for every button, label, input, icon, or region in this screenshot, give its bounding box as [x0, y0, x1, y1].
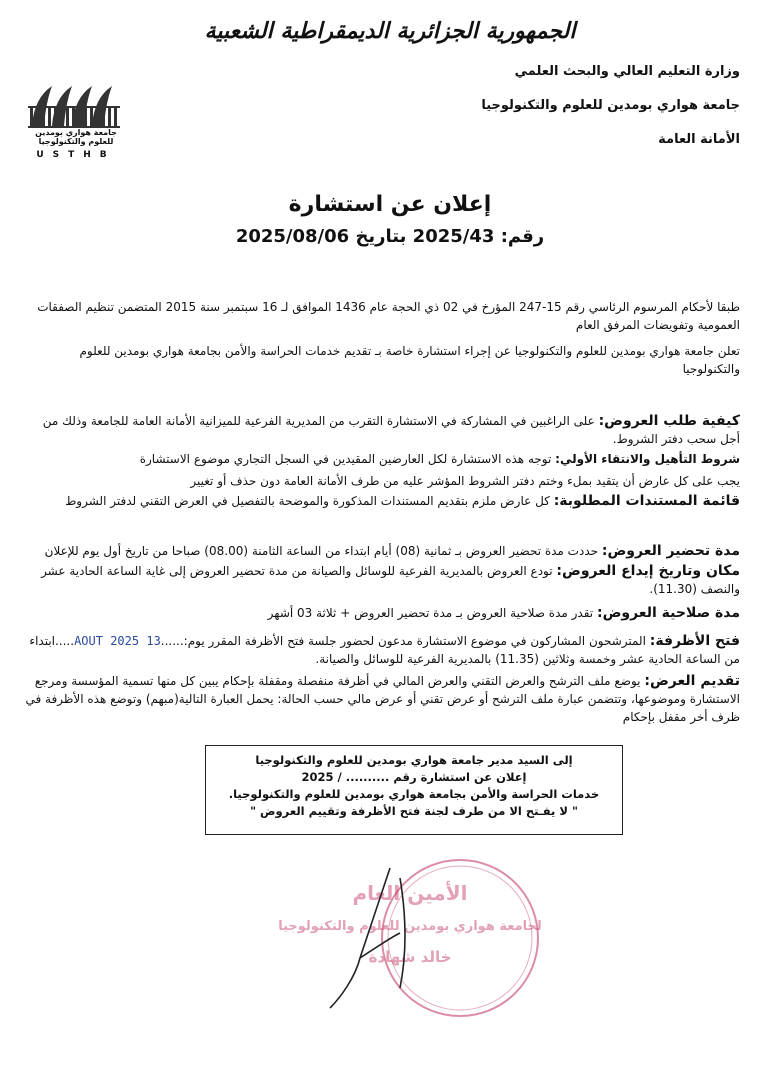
intro-paragraph-decree: طبقا لأحكام المرسوم الرئاسي رقم 15-247 المؤرخ في 02 ذي الحجة عام 1436 الموافق لـ 16 سبتمبر سنة 2015 المتضمن تنظيم الصفقات العمومية وتفويضات المرفق العام: [37, 300, 740, 332]
section-eligibility: [20, 450, 740, 468]
page-title: إعلان عن استشارة: [288, 192, 492, 217]
secretariat-name: الأمانة العامة: [658, 132, 740, 147]
university-name: جامعة هواري بومدين للعلوم والتكنولوجيا: [481, 98, 740, 113]
logo-latin-text: USTHB: [36, 150, 116, 160]
section-text: على الراغبين في المشاركة في الاستشارة التقرب من المديرية الفرعية للميزانية الأمانة العامة للجامعة وذلك من أجل سحب دفتر الشروط.: [42, 414, 740, 446]
section-text: يوضع ملف الترشح والعرض التقني والعرض المالي في أظرفة منفصلة ومقفلة بإحكام يبين كل منها تسمية المؤسسة ومرجع الاستشارة وموضوعها، وتتضمن عبارة ملف الترشح أو عرض تقني أو عرض مالي حسب الحالة: يحمل العبارة التالية(مبهم) وتوضع هذه الأظرفة في ظرف أخر مقفل بإحكام: [25, 674, 740, 724]
section-label: مكان وتاريخ إيداع العروض:: [556, 563, 740, 579]
section-label: فتح الأظرفة:: [649, 633, 740, 649]
opening-date-stamp: 13 AOUT 2025: [74, 634, 161, 648]
eligibility-note: يجب على كل عارض أن يتقيد بملء وختم دفتر الشروط المؤشر عليه من طرف الأمانة العامة دون حذف أو تغيير: [190, 474, 740, 488]
section-validity: [20, 604, 740, 622]
section-text: المترشحون المشاركون في موضوع الاستشارة مدعون لحضور جلسة فتح الأظرفة المقرر يوم:......: [160, 634, 646, 648]
section-label: كيفية طلب العروض:: [598, 413, 740, 429]
reference-value: 2025/43 بتاريخ 2025/08/06: [235, 226, 495, 247]
section-envelope-opening: [20, 632, 740, 668]
section-text: تودع العروض بالمديرية الفرعية للوسائل والصيانة من مدة تحضير العروض إلى غاية الساعة الحادية عشر والنصف (11.30).: [41, 564, 740, 596]
republic-heading: الجمهورية الجزائرية الديمقراطية الشعبية: [204, 18, 576, 44]
stamp-line-3: خالد شهادة: [368, 948, 452, 966]
envelope-line-subject: خدمات الحراسة والأمن بجامعة هواري بومدين للعلوم والتكنولوجيا.: [228, 787, 600, 801]
envelope-line-recipient: إلى السيد مدير جامعة هواري بومدين للعلوم والتكنولوجيا: [255, 753, 573, 767]
section-label: مدة صلاحية العروض:: [596, 605, 740, 621]
ministry-name: وزارة التعليم العالي والبحث العلمي: [514, 64, 740, 79]
section-preparation-period: [20, 542, 740, 560]
section-required-documents: [20, 492, 740, 510]
section-how-to-request: [20, 412, 740, 448]
intro-paragraph-announcement: تعلن جامعة هواري بومدين للعلوم والتكنولوجيا عن إجراء استشارة خاصة بـ تقديم خدمات الحراسة والأمن بجامعة هواري بومدين للعلوم والتكنولوجيا: [79, 344, 740, 376]
official-stamp-signature: [240, 838, 570, 1038]
section-text: توجه هذه الاستشارة لكل العارضين المقيدين في السجل التجاري موضوع الاستشارة: [139, 452, 552, 466]
envelope-line-reference: إعلان عن استشارة رقم .......... / 2025: [301, 770, 527, 784]
envelope-line-warning: " لا يفـتح الا من طرف لجنة فتح الأظرفة وتقييم العروض ": [250, 804, 578, 818]
reference-label: رقم:: [500, 226, 545, 247]
section-label: قائمة المستندات المطلوبة:: [553, 493, 740, 509]
section-text: كل عارض ملزم بتقديم المستندات المذكورة والموضحة بالتفصيل في العرض التقني لدفتر الشروط: [65, 494, 550, 508]
logo-arabic-text: جامعة هواري بومدين للعلوم والتكنولوجيا: [35, 128, 117, 147]
section-submission: [20, 672, 740, 726]
section-label: مدة تحضير العروض:: [601, 543, 740, 559]
section-text-continued: .....ابتداء من الساعة الحادية عشر وخمسة وثلاثين (11.35) بالمديرية الفرعية للوسائل والصيانة.: [29, 634, 740, 666]
stamp-line-1: الأمين العام: [352, 881, 468, 905]
reference-line: [140, 226, 640, 247]
section-label: تقديم العرض:: [644, 673, 740, 689]
section-text: تقدر مدة صلاحية العروض بـ مدة تحضير العروض + ثلاثة 03 أشهر: [267, 606, 594, 620]
stamp-line-2: لجامعة هواري بومدين للعلوم والتكنولوجيا: [278, 919, 542, 934]
section-text: حددت مدة تحضير العروض بـ ثمانية (08) أيام ابتداء من الساعة الثامنة (08.00) صباحا من تاريخ أول يوم للإعلان: [44, 544, 599, 558]
section-deposit: [20, 562, 740, 598]
section-label: شروط التأهيل والانتقاء الأولي:: [555, 452, 740, 466]
